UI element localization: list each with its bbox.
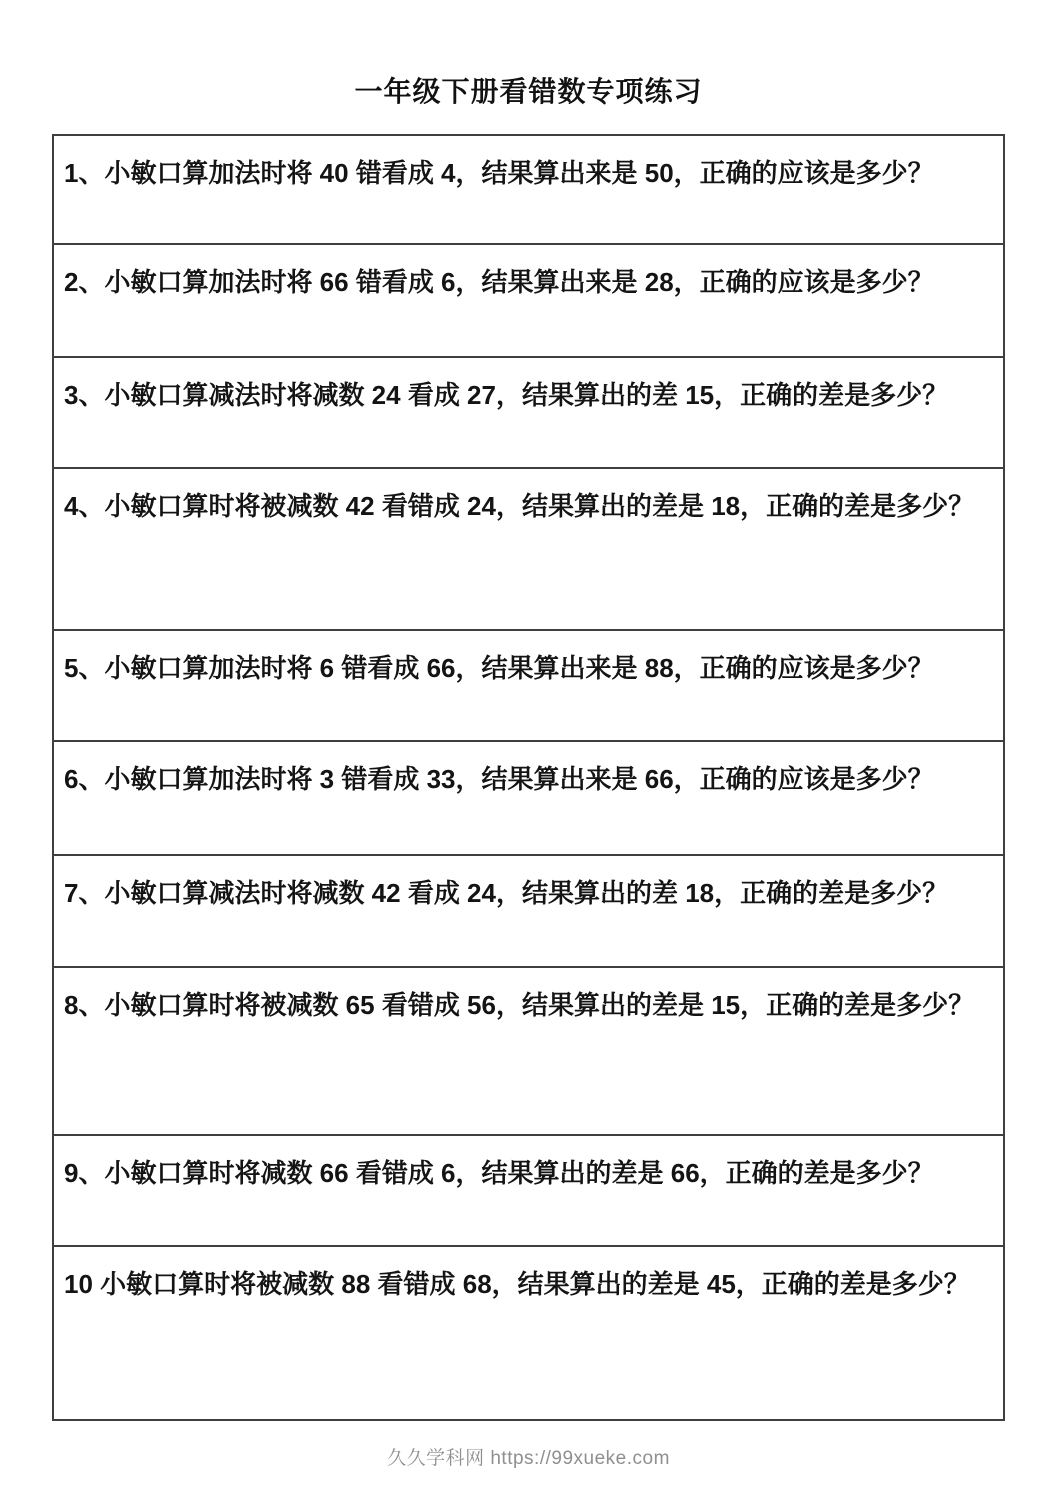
question-row-2 <box>54 245 1003 358</box>
question-text-1: 1、小敏口算加法时将 40 错看成 4，结果算出来是 50，正确的应该是多少？ <box>64 158 934 188</box>
question-text-8: 8、小敏口算时将被减数 65 看错成 56，结果算出的差是 15，正确的差是多少？ <box>64 990 975 1020</box>
question-text-3: 3、小敏口算减法时将减数 24 看成 27，结果算出的差 15，正确的差是多少？ <box>64 380 949 410</box>
question-row-9 <box>54 1136 1003 1247</box>
question-row-5 <box>54 631 1003 742</box>
question-text-7: 7、小敏口算减法时将减数 42 看成 24，结果算出的差 18，正确的差是多少？ <box>64 878 949 908</box>
question-text-10: 10 小敏口算时将被减数 88 看错成 68，结果算出的差是 45，正确的差是多少？ <box>64 1269 970 1299</box>
question-text-9: 9、小敏口算时将减数 66 看错成 6，结果算出的差是 66，正确的差是多少？ <box>64 1158 934 1188</box>
question-row-3 <box>54 358 1003 469</box>
question-row-6 <box>54 742 1003 856</box>
question-row-1 <box>54 136 1003 245</box>
question-row-4 <box>54 469 1003 631</box>
page-title: 一年级下册看错数专项练习 <box>354 76 703 107</box>
question-text-5: 5、小敏口算加法时将 6 错看成 66，结果算出来是 88，正确的应该是多少？ <box>64 653 934 683</box>
question-text-2: 2、小敏口算加法时将 66 错看成 6，结果算出来是 28，正确的应该是多少？ <box>64 267 934 297</box>
question-text-4: 4、小敏口算时将被减数 42 看错成 24，结果算出的差是 18，正确的差是多少？ <box>64 491 975 521</box>
question-row-8 <box>54 968 1003 1136</box>
worksheet-table <box>52 134 1005 1421</box>
footer-credit: 久久学科网 https://99xueke.com <box>387 1448 670 1469</box>
question-row-10 <box>54 1247 1003 1419</box>
question-text-6: 6、小敏口算加法时将 3 错看成 33，结果算出来是 66，正确的应该是多少？ <box>64 764 934 794</box>
question-row-7 <box>54 856 1003 968</box>
